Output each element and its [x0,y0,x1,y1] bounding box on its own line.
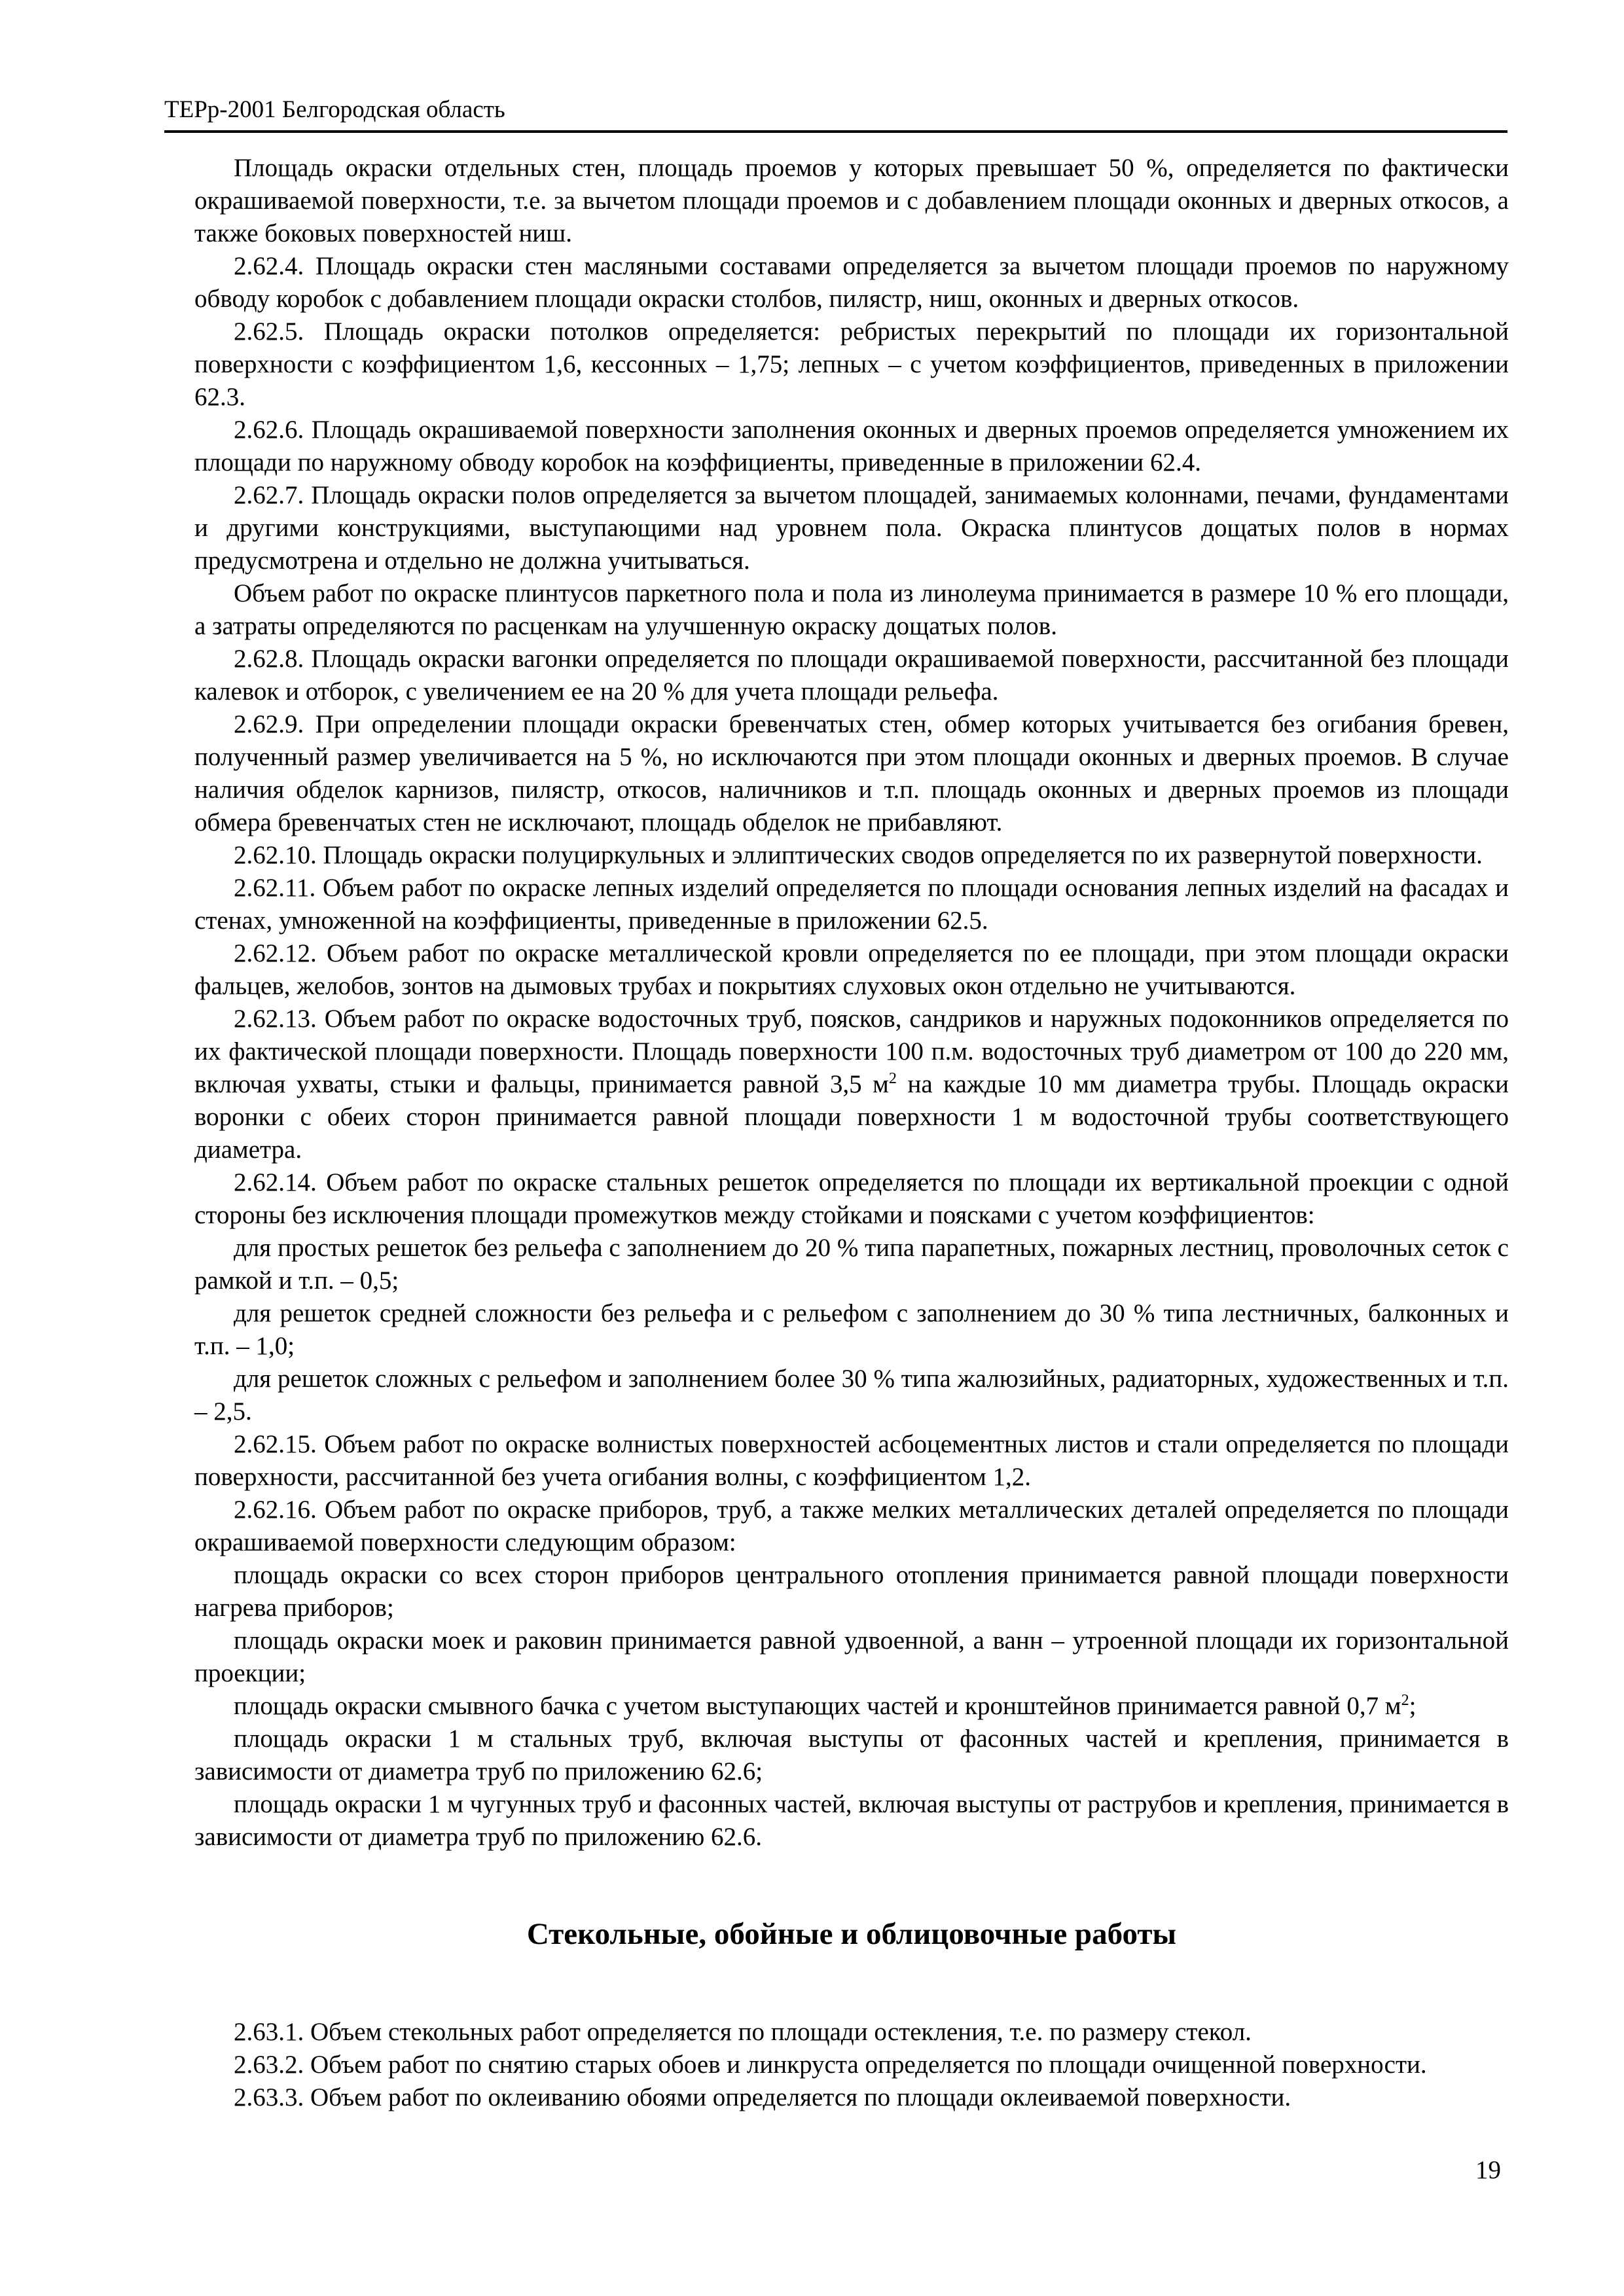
paragraph [194,479,1509,577]
text-run: 2.62.13. Объем работ по окраске водосточных труб, поясков, сандриков и наружных подоконников определяется по их фактической площади поверхности. Площадь поверхности 100 п.м. водосточных труб диаметром от 100 до 220 мм, включая ухваты, стыки и фальцы, принимается равной 3,5 м [194,1005,1509,1098]
text-run: 2.63.1. Объем стекольных работ определяется по площади остекления, т.е. по размеру стекол. [234,2018,1252,2046]
paragraph [194,2049,1509,2081]
paragraph [194,250,1509,315]
running-header: ТЕРр-2001 Белгородская область [164,96,505,123]
text-run: 2.63.3. Объем работ по оклеиванию обоями определяется по площади оклеиваемой поверхности. [234,2083,1291,2111]
paragraph [194,708,1509,839]
paragraph [194,872,1509,937]
paragraph [194,152,1509,250]
paragraph [194,315,1509,414]
text-run: 2.62.15. Объем работ по окраске волнистых поверхностей асбоцементных листов и стали определяется по площади поверхности, рассчитанной без учета огибания волны, с коэффициентом 1,2. [194,1430,1509,1491]
paragraph [194,2081,1509,2114]
paragraph [194,1297,1509,1363]
text-run: площадь окраски со всех сторон приборов центрального отопления принимается равной площади поверхности нагрева приборов; [194,1561,1509,1622]
paragraph [194,2016,1509,2049]
text-run: ; [1409,1692,1416,1720]
text-run: 2.62.4. Площадь окраски стен масляными составами определяется за вычетом площади проемов по наружному обводу коробок с добавлением площади окраски столбов, пилястр, ниш, оконных и дверных откосов. [194,252,1509,313]
paragraph [194,1559,1509,1624]
text-run: 2.62.14. Объем работ по окраске стальных решеток определяется по площади их вертикальной проекции с одной стороны без исключения площади промежутков между стойками и поясками с учетом коэффициентов: [194,1168,1509,1229]
paragraph [194,1363,1509,1428]
text-run: Стекольные, обойные и облицовочные работы [526,1917,1177,1951]
text-run: для решеток средней сложности без рельефа и с рельефом с заполнением до 30 % типа лестничных, балконных и т.п. – 1,0; [194,1299,1509,1360]
paragraph [194,1003,1509,1166]
section-heading [194,1914,1509,1954]
text-run: 2.62.9. При определении площади окраски бревенчатых стен, обмер которых учитывается без огибания бревен, полученный размер увеличивается на 5 %, но исключаются при этом площади оконных и дверных проемов. В случае наличия обделок карнизов, пилястр, откосов, наличников и т.п. площадь оконных и дверных проемов из площади обмера бревенчатых стен не исключают, площадь обделок не прибавляют. [194,710,1509,836]
superscript: 2 [1401,1691,1409,1709]
paragraph [194,1624,1509,1690]
text-run: 2.62.5. Площадь окраски потолков определяется: ребристых перекрытий по площади их горизонтальной поверхности с коэффициентом 1,6, кессонных – 1,75; лепных – с учетом коэффициентов, приведенных в приложении 62.3. [194,317,1509,411]
header-rule [164,130,1507,133]
paragraph [194,1494,1509,1559]
superscript: 2 [888,1069,897,1087]
paragraph [194,1723,1509,1788]
text-run: 2.62.16. Объем работ по окраске приборов, труб, а также мелких металлических деталей определяется по площади окрашиваемой поверхности следующим образом: [194,1496,1509,1556]
text-run: 2.62.7. Площадь окраски полов определяется за вычетом площадей, занимаемых колоннами, печами, фундаментами и другими конструкциями, выступающими над уровнем пола. Окраска плинтусов дощатых полов в нормах предусмотрена и отдельно не должна учитываться. [194,481,1509,575]
text-run: Площадь окраски отдельных стен, площадь проемов у которых превышает 50 %, определяется по фактически окрашиваемой поверхности, т.е. за вычетом площади проемов и с добавлением площади оконных и дверных откосов, а также боковых поверхностей ниш. [194,154,1509,247]
paragraph [194,643,1509,708]
paragraph [194,839,1509,872]
paragraph [194,1428,1509,1494]
paragraph [194,1690,1509,1723]
text-run: на каждые 10 мм диаметра трубы. Площадь окраски воронки с обеих сторон принимается равной площади поверхности 1 м водосточной трубы соответствующего диаметра. [194,1070,1509,1164]
text-run: Объем работ по окраске плинтусов паркетного пола и пола из линолеума принимается в размере 10 % его площади, а затраты определяются по расценкам на улучшенную окраску дощатых полов. [194,579,1509,640]
text-run: 2.62.8. Площадь окраски вагонки определяется по площади окрашиваемой поверхности, рассчитанной без площади калевок и отборок, с увеличением ее на 20 % для учета площади рельефа. [194,645,1509,706]
text-run: площадь окраски 1 м чугунных труб и фасонных частей, включая выступы от раструбов и крепления, принимается в зависимости от диаметра труб по приложению 62.6. [194,1790,1509,1851]
text-run: площадь окраски моек и раковин принимается равной удвоенной, а ванн – утроенной площади их горизонтальной проекции; [194,1626,1509,1687]
text-run: для решеток сложных с рельефом и заполнением более 30 % типа жалюзийных, радиаторных, художественных и т.п. – 2,5. [194,1365,1509,1426]
paragraph [194,1788,1509,1854]
paragraph [194,414,1509,479]
text-run: 2.62.11. Объем работ по окраске лепных изделий определяется по площади основания лепных изделий на фасадах и стенах, умноженной на коэффициенты, приведенные в приложении 62.5. [194,874,1509,935]
text-run: 2.62.12. Объем работ по окраске металлической кровли определяется по ее площади, при этом площади окраски фальцев, желобов, зонтов на дымовых трубах и покрытиях слуховых окон отдельно не учитываются. [194,939,1509,1000]
paragraph [194,1166,1509,1232]
text-run: площадь окраски 1 м стальных труб, включая выступы от фасонных частей и крепления, принимается в зависимости от диаметра труб по приложению 62.6; [194,1725,1509,1785]
text-run: 2.62.6. Площадь окрашиваемой поверхности заполнения оконных и дверных проемов определяется умножением их площади по наружному обводу коробок на коэффициенты, приведенные в приложении 62.4. [194,416,1509,476]
page-number: 19 [1475,2156,1501,2184]
paragraph [194,1232,1509,1297]
text-run: 2.62.10. Площадь окраски полуциркульных и эллиптических сводов определяется по их развернутой поверхности. [234,841,1483,869]
text-run: площадь окраски смывного бачка с учетом выступающих частей и кронштейнов принимается равной 0,7 м [234,1692,1401,1720]
text-run: для простых решеток без рельефа с заполнением до 20 % типа парапетных, пожарных лестниц, проволочных сеток с рамкой и т.п. – 0,5; [194,1234,1509,1295]
text-run: 2.63.2. Объем работ по снятию старых обоев и линкруста определяется по площади очищенной поверхности. [234,2051,1427,2079]
document-body [194,152,1509,2114]
paragraph [194,937,1509,1003]
paragraph [194,577,1509,643]
